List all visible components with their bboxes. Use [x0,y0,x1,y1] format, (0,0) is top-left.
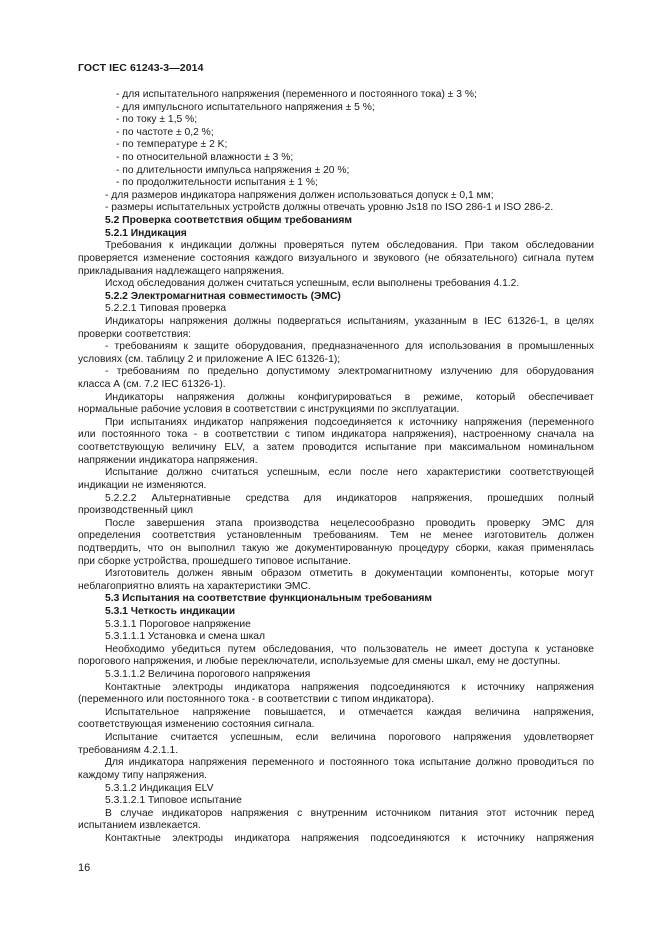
text-line: порогового напряжения, и любые переключатели, используемые для смены шкал, ему не доступны. [78,656,561,668]
text-line: - требованиям по предельно допустимому электромагнитному излучению для оборудования [105,366,594,378]
text-line: Контактные электроды индикатора напряжения подсоединяются к источнику напряжения [105,832,594,844]
text-line: Испытание должно считаться успешным, если после него характеристики соответствующей [105,467,594,479]
text-line: - по продолжительности испытания ± 1 %; [116,177,318,189]
text-line: - размеры испытательных устройств должны отвечать уровню Js18 по ISO 286-1 и ISO 286-2. [105,202,554,214]
section-heading: 5.2 Проверка соответствия общим требованиям [105,215,353,227]
text-line: - по току ± 1,5 %; [116,114,198,126]
text-line: проверки соответствия: [78,328,192,340]
document-body [78,89,594,846]
text-line: Исход обследования должен считаться успешным, если выполнены требования 4.1.2. [105,278,520,290]
text-line: - для размеров индикатора напряжения должен использоваться допуск ± 0,1 мм; [105,189,494,201]
text-line: 5.3.1.1 Пороговое напряжение [105,618,251,630]
text-line: напряжении индикатора напряжения. [78,454,258,466]
text-line: требованиям 4.2.1.1. [78,744,179,756]
text-line: Контактные электроды индикатора напряжения подсоединяются к источнику напряжения [105,681,594,693]
text-line: неблагоприятно влиять на характеристики ЭМС. [78,580,311,592]
text-line: соответствующую величину ELV, а затем проводится испытание при максимальном номинальном [78,442,594,454]
document-header: ГОСТ IEC 61243-3—2014 [78,62,204,74]
section-heading: 5.3 Испытания на соответствие функциональным требованиям [105,593,433,605]
text-line: Необходимо убедиться путем обследования, что пользователь не имеет доступа к установке [105,643,594,655]
text-line: 5.3.1.2.1 Типовое испытание [105,795,242,807]
text-line: условиях (см. таблицу 2 и приложение А IEC 61326-1); [78,353,341,365]
text-line: Испытание считается успешным, если величина порогового напряжения удовлетворяет [105,732,594,744]
text-line: - для импульсного испытательного напряжения ± 5 %; [116,101,375,113]
text-line: (переменного или постоянного тока - в соответствии с типом индикатора). [78,694,434,706]
text-line: Изготовитель должен явным образом отметить в документации компоненты, которые могут [105,568,594,580]
text-line: - по частоте ± 0,2 %; [116,126,214,138]
text-line: проверяется изменение состояния каждого визуального и звукового (не обязательного) сигнала путем [78,252,594,264]
text-line: - требованиям к защите оборудования, предназначенного для использования в промышленных [105,341,594,353]
text-line: 5.2.2.1 Типовая проверка [105,303,227,315]
text-line: - по длительности импульса напряжения ± 20 %; [116,164,350,176]
text-line: определения соответствия установленным требованиям. Тем не менее изготовитель должен [78,530,594,542]
text-line: - для испытательного напряжения (переменного и постоянного тока) ± 3 %; [116,89,477,100]
text-line: каждому типу напряжения. [78,769,208,781]
text-line: соответствующая изменению состояния сигнала. [78,719,315,731]
text-line: - по температуре ± 2 K; [116,139,228,151]
section-heading: 5.2.2 Электромагнитная совместимость (ЭМС) [105,290,341,302]
text-line: При испытаниях индикатор напряжения подсоединяется к источнику напряжения (переменного [105,416,594,428]
text-line: Индикаторы напряжения должны конфигурироваться в режиме, который обеспечивает [105,391,594,403]
text-line: Требования к индикации должны проверяться путем обследования. При таком обследовании [105,240,594,252]
text-line: испытанием извлекается. [78,820,201,832]
text-line: нормальные рабочие условия в соответствии с инструкциями по эксплуатации. [78,404,460,416]
text-line: 5.2.2.2 Альтернативные средства для индикаторов напряжения, прошедших полный [105,492,594,504]
text-line: После завершения этапа производства нецелесообразно проводить проверку ЭМС для [105,517,594,529]
text-line: 5.3.1.1.1 Установка и смена шкал [105,631,266,643]
text-line: Индикаторы напряжения должны подвергаться испытаниям, указанным в IEC 61326-1, в целях [105,315,594,327]
text-line: класса А (см. 7.2 IEC 61326-1). [78,379,226,391]
section-heading: 5.3.1 Четкость индикации [105,605,236,617]
text-line: прикладывания надлежащего напряжения. [78,265,285,277]
text-line: или постоянного тока - в соответствии с типом индикатора напряжения), настроенному сначала на [78,429,594,441]
section-heading: 5.2.1 Индикация [105,227,187,239]
text-line: Для индикатора напряжения переменного и постоянного тока испытание должно проводиться по [105,757,594,769]
text-line: 5.3.1.1.2 Величина порогового напряжения [105,669,311,681]
text-line: 5.3.1.2 Индикация ELV [105,782,214,794]
text-line: при сборке устройства, прошедшего типовое испытание. [78,555,351,567]
text-line: производственный цикл [78,505,193,517]
text-line: индикации не изменяются. [78,479,207,491]
text-line: Испытательное напряжение повышается, и отмечается каждая величина напряжения, [105,706,594,718]
page-number: 16 [78,862,91,874]
text-line: В случае индикаторов напряжения с внутренним источником питания этот источник перед [105,807,594,819]
text-line: - по относительной влажности ± 3 %; [116,152,294,164]
text-line: подтвердить, что он выполнил такую же документированную процедуру сборки, какая применялась [78,542,594,554]
